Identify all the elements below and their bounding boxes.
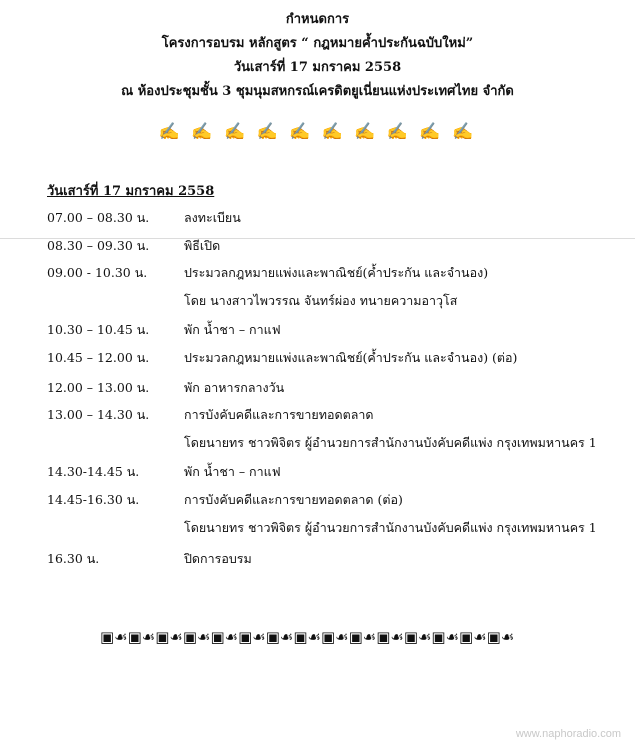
header-venue: ณ ห้องประชุมชั้น 3 ชุมนุมสหกรณ์เครดิตยูเนี่ยนแห่งประเทศไทย จำกัด: [121, 84, 514, 99]
schedule-desc: ลงทะเบียน: [184, 210, 241, 225]
schedule-desc: โดยนายทร ชาวพิจิตร ผู้อำนวยการสำนักงานบังคับคดีแพ่ง กรุงเทพมหานคร 1: [184, 520, 597, 535]
schedule-desc: โดย นางสาวไพวรรณ จันทร์ผ่อง ทนายความอาวุโส: [184, 293, 458, 308]
schedule-time: 13.00 – 14.30 น.: [47, 407, 150, 422]
footer-ornament: ▣☙▣☙▣☙▣☙▣☙▣☙▣☙▣☙▣☙▣☙▣☙▣☙▣☙▣☙▣☙: [100, 628, 515, 646]
header-title: กำหนดการ: [285, 12, 350, 27]
schedule-desc: ประมวลกฎหมายแพ่งและพาณิชย์(ค้ำประกัน และจำนอง): [184, 265, 489, 280]
schedule-time: 07.00 – 08.30 น.: [47, 210, 150, 225]
schedule-desc: ประมวลกฎหมายแพ่งและพาณิชย์(ค้ำประกัน และจำนอง) (ต่อ): [184, 350, 518, 365]
schedule-desc: โดยนายทร ชาวพิจิตร ผู้อำนวยการสำนักงานบังคับคดีแพ่ง กรุงเทพมหานคร 1: [184, 435, 597, 450]
header-course: โครงการอบรม หลักสูตร “ กฎหมายค้ำประกันฉบับใหม่”: [161, 36, 474, 51]
watermark-text: www.naphoradio.com: [515, 728, 621, 740]
schedule-desc: พิธีเปิด: [184, 238, 221, 253]
schedule-time: 14.30-14.45 น.: [47, 464, 140, 479]
schedule-time: 10.45 – 12.00 น.: [47, 350, 150, 365]
schedule-date-heading: วันเสาร์ที่ 17 มกราคม 2558: [47, 184, 215, 199]
schedule-desc: พัก อาหารกลางวัน: [184, 380, 285, 395]
schedule-desc: ปิดการอบรม: [184, 551, 252, 566]
schedule-time: 09.00 - 10.30 น.: [47, 265, 148, 280]
schedule-time: 12.00 – 13.00 น.: [47, 380, 150, 395]
schedule-time: 10.30 – 10.45 น.: [47, 322, 150, 337]
schedule-desc: พัก น้ำชา – กาแฟ: [184, 322, 281, 337]
header-date: วันเสาร์ที่ 17 มกราคม 2558: [233, 60, 402, 75]
schedule-time: 08.30 – 09.30 น.: [47, 238, 150, 253]
header-ornament: ✍ ✍ ✍ ✍ ✍ ✍ ✍ ✍ ✍ ✍: [158, 122, 477, 142]
schedule-desc: การบังคับคดีและการขายทอดตลาด (ต่อ): [184, 492, 403, 507]
schedule-time: 16.30 น.: [47, 551, 100, 566]
schedule-desc: พัก น้ำชา – กาแฟ: [184, 464, 281, 479]
schedule-desc: การบังคับคดีและการขายทอดตลาด: [184, 407, 374, 422]
schedule-time: 14.45-16.30 น.: [47, 492, 140, 507]
document-header: [0, 8, 635, 104]
